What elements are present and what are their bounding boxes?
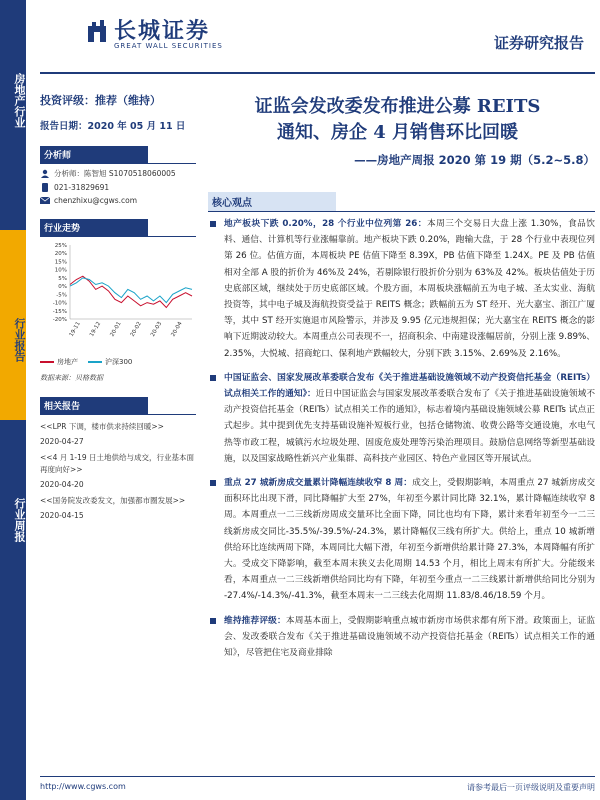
left-column <box>40 86 196 520</box>
y-tick-label: -20% <box>52 317 67 323</box>
industry-trend-chart <box>40 241 196 351</box>
footer-divider <box>40 776 595 777</box>
sidebar-top-label: 房地产行业 <box>13 72 26 128</box>
x-tick-label: 20-02 <box>129 321 143 338</box>
report-date: 报告日期：2020 年 05 月 11 日 <box>40 121 186 132</box>
logo-chinese: 长城证券 <box>114 18 211 44</box>
analyst-section-title: 分析师 <box>40 146 148 163</box>
investment-rating: 投资评级：推荐（维持） <box>40 94 161 107</box>
core-paragraph <box>208 216 595 362</box>
legend-label: 房地产 <box>57 358 78 366</box>
y-tick-label: 10% <box>54 267 67 274</box>
core-paragraph <box>208 475 595 605</box>
paragraph-lead: 中国证监会、国家发展改革委联合发布《关于推进基础设施领域不动产投资信托基金（REITs）试点相关工作的通知》： <box>224 372 595 400</box>
square-bullet-icon <box>210 618 216 624</box>
sidebar-middle-label: 行业报告 <box>13 318 26 362</box>
analyst-email[interactable]: chenzhixu@cgws.com <box>54 196 138 205</box>
footer-disclaimer: 请参考最后一页评级说明及重要声明 <box>467 783 595 792</box>
left-sidebar <box>0 0 26 800</box>
y-tick-label: -5% <box>56 292 67 299</box>
logo-english: GREAT WALL SECURITIES <box>114 42 223 50</box>
core-views-label: 核心观点 <box>208 192 336 211</box>
related-section-title: 相关报告 <box>40 397 148 414</box>
related-report-date: 2020-04-20 <box>40 480 84 489</box>
x-tick-label: 19-11 <box>68 321 82 338</box>
y-tick-label: -10% <box>52 300 67 307</box>
core-views-body <box>208 216 595 669</box>
paragraph-text: 本周三个交易日大盘上涨 1.30%，食品饮料、通信、计算机等行业涨幅靠前。地产板块下跌 0.20%，跑输大盘，于 28 个行业中表现位列第 26 位。估值方面，本周板块 PE 估值下降至 8.39X，PB 估值下降至 1.24X。PE 及 PB 估值相对全部 A 股的折价为 46%及 24%，若剔除银行股折价分别为 63%及 42%。板块估值处于历史底部区域，继续处于历史底部区域。个股方面，本周板块涨幅前五为电子城、圣太实业、海航投资等，其中电子城及海航投资受益于 REITS 概念；跌幅前五为 ST 经开、光大嘉宝、浙江广厦等，其中 ST 经开实施退市风险警示，并涉及 9.95 亿元违规担保；光大嘉宝在 REITS 概念的影响下近期波动较大。本周重点公司表现不一，招商积余、中南建设涨幅居前，分别上涨 9.89%、2.35%，大悦城、招商蛇口、保利地产跌幅较大，分别下跌 3.15%、2.69%及 2.16%。 <box>224 219 595 359</box>
phone-row <box>40 183 196 192</box>
great-wall-logo-icon <box>86 18 108 44</box>
y-tick-label: 15% <box>54 259 67 266</box>
report-title-area <box>200 94 595 168</box>
envelope-icon <box>40 196 50 205</box>
paragraph-text: 成交上，受假期影响，本周重点 27 城新房成交面积环比出现下滑，同比降幅扩大至 27%，年初至今累计同比降 32.1%，累计降幅连续收窄 8 周。本周重点一二三线新房周成交量环比全面下降，同比也均有下降，累计来看年初至今一二三线新房成交同比-35.5%/-39.5%/-24.3%，累计降幅仅三线有所扩大。供给上，重点 10 城新增供给环比连续两周下降，本周同比大幅下滑，年初至今新增供给累计降 27.3%，本周降幅有所扩大。受成交下降影响，截至本周末狭义去化周期 14.53 个月，相比上周末有所扩大。分能级来看，本周重点一二三线新增供给同比均有下降，年初至今重点一二三线累计新增供给同比分别为 -27.4%/-14.3%/-41.3%，截至本周末一二三线去化周期 11.83/8.46/18.59 个月。 <box>224 478 596 602</box>
square-bullet-icon <box>210 480 216 486</box>
analyst-name: 分析师：陈智旭 S1070518060005 <box>54 169 176 178</box>
x-tick-label: 20-01 <box>109 321 123 338</box>
y-tick-label: 0% <box>58 284 67 291</box>
related-report-link[interactable]: <<4 月 1-19 日土地供给与成交，行业基本面再度向好>> <box>40 453 195 474</box>
trend-section-title: 行业走势 <box>40 219 148 236</box>
x-tick-label: 20-03 <box>150 321 164 338</box>
sidebar-bottom-label: 行业周报 <box>13 498 26 542</box>
core-paragraph <box>208 370 595 467</box>
analyst-row <box>40 168 196 179</box>
core-views-header <box>208 192 595 212</box>
report-subtitle: ——房地产周报 2020 第 19 期（5.2~5.8） <box>354 153 595 167</box>
header-divider <box>40 72 595 74</box>
square-bullet-icon <box>210 375 216 381</box>
section-divider <box>40 236 196 237</box>
paragraph-lead: 重点 27 城新房成交量累计降幅连续收窄 8 周： <box>224 478 413 489</box>
x-tick-label: 20-04 <box>170 321 184 338</box>
y-tick-label: 25% <box>54 243 67 249</box>
footer-url[interactable]: http://www.cgws.com <box>40 782 126 791</box>
section-divider <box>40 414 196 415</box>
footer <box>40 776 595 800</box>
y-tick-label: 5% <box>58 275 67 282</box>
chart-legend <box>40 357 196 367</box>
related-report-link[interactable]: <<国务院发改委发文，加强都市圈发展>> <box>40 496 186 505</box>
report-title-line2: 通知、房企 4 月销售环比回暖 <box>276 122 519 143</box>
core-paragraph <box>208 613 595 662</box>
x-tick-label: 19-12 <box>89 321 103 338</box>
y-tick-label: 20% <box>54 251 67 258</box>
phone-icon <box>40 183 50 192</box>
section-divider <box>208 211 595 212</box>
paragraph-lead: 维持推荐评级： <box>224 615 286 626</box>
paragraph-lead: 地产板块下跌 0.20%，28 个行业中位列第 26： <box>224 219 427 229</box>
analyst-phone: 021-31829691 <box>54 183 110 192</box>
square-bullet-icon <box>210 221 216 227</box>
person-icon <box>40 169 50 178</box>
report-title-line1: 证监会发改委发布推进公募 REITS <box>254 96 541 117</box>
paragraph-text: 本周基本面上，受假期影响重点城市新房市场供求都有所下滑。政策面上，证监会、发改委联合发布《关于推进基础设施领域不动产投资信托基金（REITs）试点相关工作的通知》，尽管把住宅及商业排除 <box>224 615 596 659</box>
y-tick-label: -15% <box>52 308 67 315</box>
related-report-link[interactable]: <<LPR 下调，楼市供求持续回暖>> <box>40 422 164 431</box>
related-report-date: 2020-04-15 <box>40 511 84 520</box>
series-line <box>70 276 192 307</box>
header <box>26 0 600 78</box>
chart-source: 数据来源：贝格数据 <box>40 374 103 382</box>
paragraph-text: 近日中国证监会与国家发展改革委联合发布了《关于推进基础设施领域不动产投资信托基金（REITs）试点相关工作的通知》，标志着境内基础设施领域公募 REITs 试点正式起步。其中提到优先支持基础设施补短板行业，包括仓储物流、收费公路等交通设施，水电气热等市政工程，城镇污水垃圾处理、固废危废处理等污染治理项目。鼓励信息网络等新型基础设施，以及国家战略性新兴产业集群、高科技产业园区、特色产业园区等开展试点。 <box>224 389 596 464</box>
report-type: 证券研究报告 <box>493 34 584 52</box>
legend-item-real-estate <box>40 357 78 367</box>
legend-label: 沪深300 <box>105 358 133 366</box>
related-report-date: 2020-04-27 <box>40 437 84 446</box>
legend-item-csi300 <box>88 357 132 367</box>
email-row <box>40 196 196 205</box>
section-divider <box>40 163 196 164</box>
